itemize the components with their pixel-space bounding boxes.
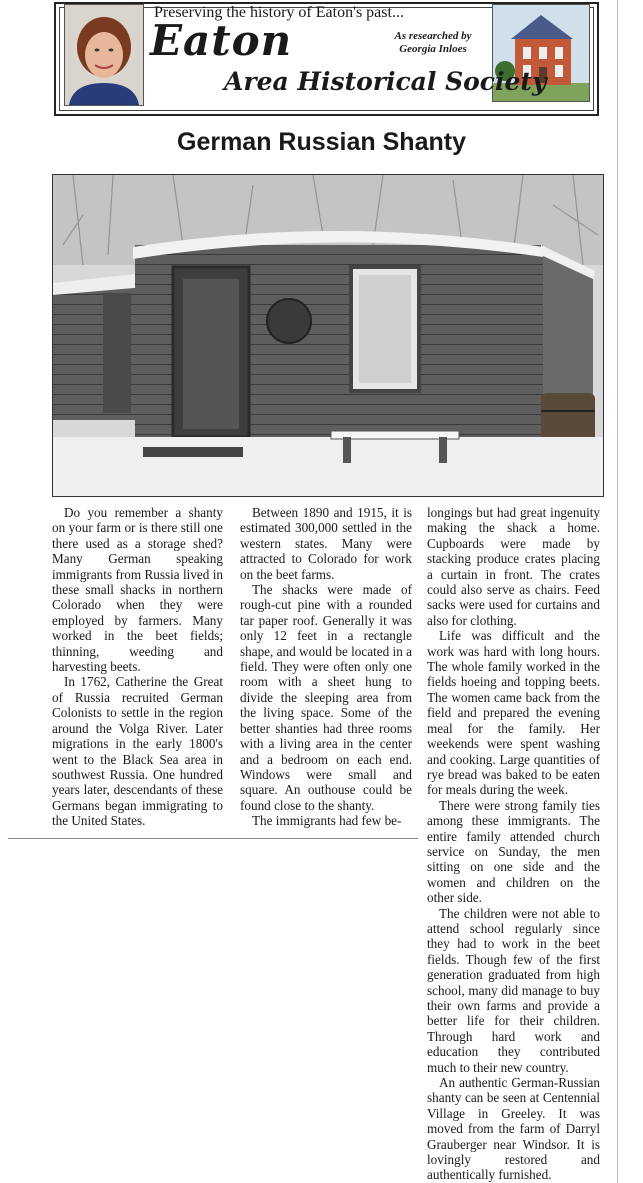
paragraph: In 1762, Catherine the Great of Russia recruited German Colonists to settle in the region around the Volga River. Later migrations in the early 1800's went to the Black Sea area in southwest Russia. One hundred years later, descendants of these Germans began immigrating to the United States. bbox=[52, 674, 223, 829]
paragraph: Life was difficult and the work was hard with long hours. The whole family worked in the fields hoeing and topping beets. The women came back from the field and prepared the evening meal for the family. Her weekends were spent washing and cooking. Large quantities of rye bread was baked to be eaten for meals during the week. bbox=[427, 628, 600, 798]
article-column-2 bbox=[240, 505, 412, 829]
column-end-rule bbox=[8, 838, 418, 839]
byline-author: Georgia Inloes bbox=[399, 43, 467, 55]
byline-label: As researched by bbox=[394, 30, 472, 42]
paragraph: An authentic German-Russian shanty can be seen at Centennial Village in Greeley. It was moved from the farm of Darryl Grauberger near Windsor. It is lovingly restored and authentically furnished. bbox=[427, 1075, 600, 1183]
masthead-title: Eaton bbox=[150, 16, 293, 65]
masthead-byline bbox=[380, 30, 486, 56]
paragraph: Do you remember a shanty on your farm or is there still one there used as a storage shed? Many German speaking immigrants from Russia lived in these small shacks in northern Colorado when they were employed by farmers. Many worked in the beet fields; thinning, weeding and harvesting beets. bbox=[52, 505, 223, 675]
article-column-3 bbox=[427, 505, 600, 1183]
masthead-tagline: Preserving the history of Eaton's past... bbox=[154, 4, 404, 21]
article-column-1 bbox=[52, 505, 223, 829]
paragraph: Between 1890 and 1915, it is estimated 300,000 settled in the western states. Many were attracted to Colorado for work on the beet farms. bbox=[240, 505, 412, 582]
paragraph: longings but had great ingenuity making the shack a home. Cupboards were made by stacking produce crates placing a curtain in front. The crates could also serve as chairs. Feed sacks were used for curtains and also for clothing. bbox=[427, 505, 600, 628]
paragraph: The immigrants had few be- bbox=[252, 813, 402, 829]
paragraph: There were strong family ties among these immigrants. The entire family attended church service on Sunday, the men sitting on one side and the women and children on the other side. bbox=[427, 797, 600, 906]
paragraph: The children were not able to attend school regularly since they had to work in the beet fields. Though few of the first generation graduated from high school, many did manage to buy their own farms and provide a better life for their children. Through hard work and education they contributed much to their new country. bbox=[427, 905, 600, 1075]
masthead-subtitle: Area Historical Society bbox=[224, 67, 547, 96]
paragraph: The shacks were made of rough-cut pine with a rounded tar paper roof. Generally it was only 12 feet in a rectangle shape, and would be located in a field. They were often only one room with a sheet hung to divide the sleeping area from the living space. Some of the better shanties had three rooms with a living area in the center and a bedroom on each end. Windows were small and square. An outhouse could be found close to the shanty. bbox=[240, 582, 412, 813]
page-edge-line bbox=[617, 0, 618, 1183]
shanty-photo bbox=[52, 174, 604, 497]
author-portrait bbox=[64, 4, 144, 106]
article-headline: German Russian Shanty bbox=[177, 128, 466, 156]
